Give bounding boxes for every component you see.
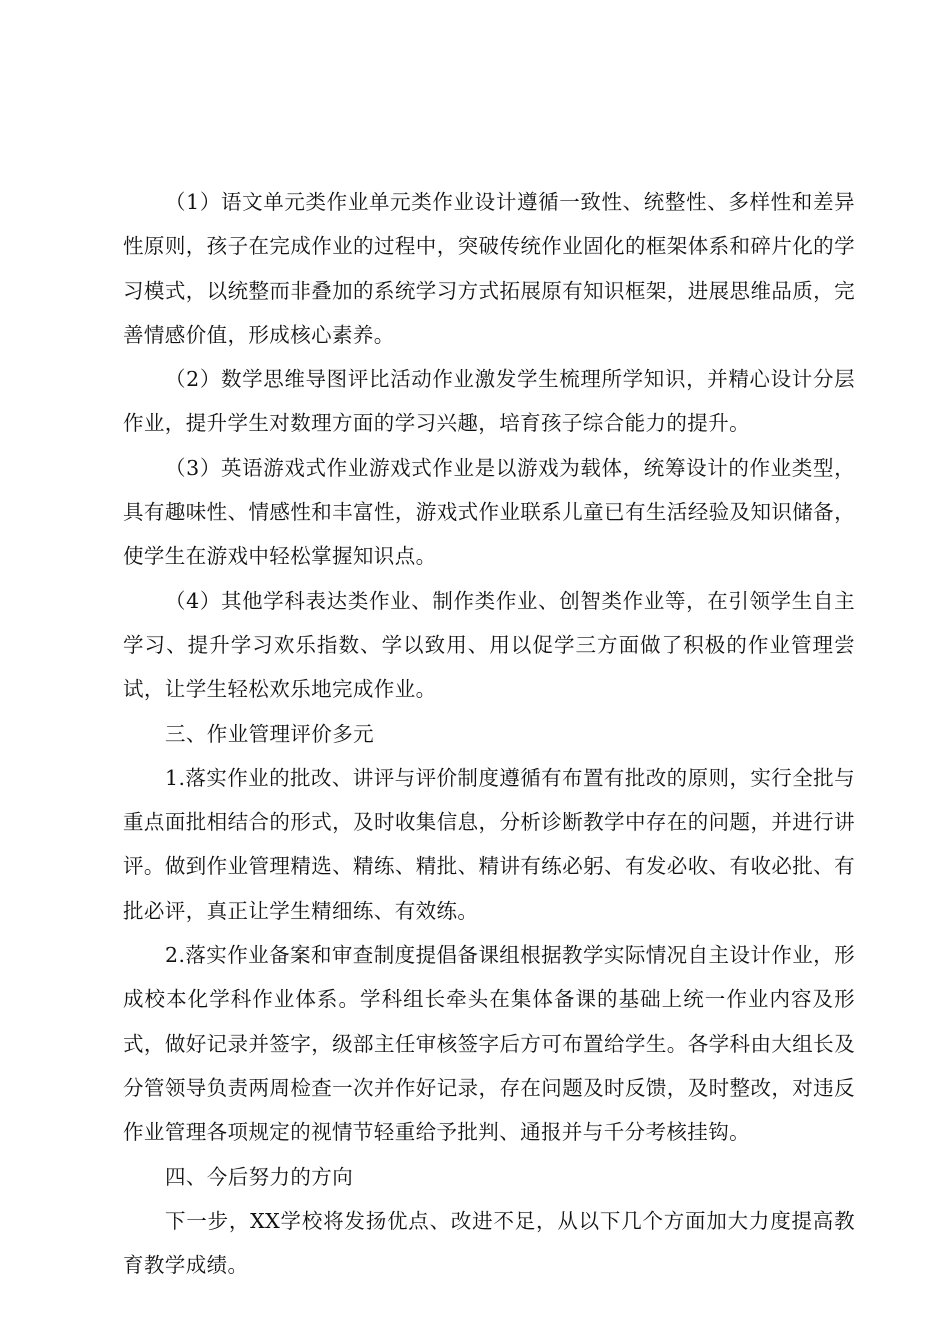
section-heading-future-direction: 四、今后努力的方向: [165, 1164, 354, 1189]
paragraph-filing-review-system: 2.落实作业备案和审查制度提倡备课组根据教学实际情况自主设计作业，形成校本化学科作业体系。学科组长牵头在集体备课的基础上统一作业内容及形式，做好记录并签字，级部主任审核签字后方可布置给学生。各学科由大组长及分管领导负责两周检查一次并作好记录，存在问题及时反馈，及时整改，对违反作业管理各项规定的视情节轻重给予批判、通报并与千分考核挂钩。: [123, 943, 855, 1145]
paragraph-english-game-homework: （3）英语游戏式作业游戏式作业是以游戏为载体，统筹设计的作业类型，具有趣味性、情感性和丰富性，游戏式作业联系儿童已有生活经验及知识储备，使学生在游戏中轻松掌握知识点。: [123, 455, 855, 569]
paragraph-grading-system: 1.落实作业的批改、讲评与评价制度遵循有布置有批改的原则，实行全批与重点面批相结合的形式，及时收集信息，分析诊断教学中存在的问题，并进行讲评。做到作业管理精选、精练、精批、精讲有练必躬、有发必收、有收必批、有批必评，真正让学生精细练、有效练。: [123, 765, 855, 923]
paragraph-other-subjects-homework: （4）其他学科表达类作业、制作类作业、创智类作业等，在引领学生自主学习、提升学习欢乐指数、学以致用、用以促学三方面做了积极的作业管理尝试，让学生轻松欢乐地完成作业。: [123, 588, 855, 702]
section-heading-evaluation: 三、作业管理评价多元: [165, 721, 374, 746]
paragraph-chinese-unit-homework: （1）语文单元类作业单元类作业设计遵循一致性、统整性、多样性和差异性原则，孩子在完成作业的过程中，突破传统作业固化的框架体系和碎片化的学习模式，以统整而非叠加的系统学习方式拓展原有知识框架，进展思维品质，完善情感价值，形成核心素养。: [123, 190, 855, 347]
paragraph-math-mind-map-homework: （2）数学思维导图评比活动作业激发学生梳理所学知识，并精心设计分层作业，提升学生对数理方面的学习兴趣，培育孩子综合能力的提升。: [123, 367, 855, 436]
document-body: [123, 180, 855, 1287]
paragraph-next-steps: 下一步，XX学校将发扬优点、改进不足，从以下几个方面加大力度提高教育教学成绩。: [123, 1208, 855, 1278]
